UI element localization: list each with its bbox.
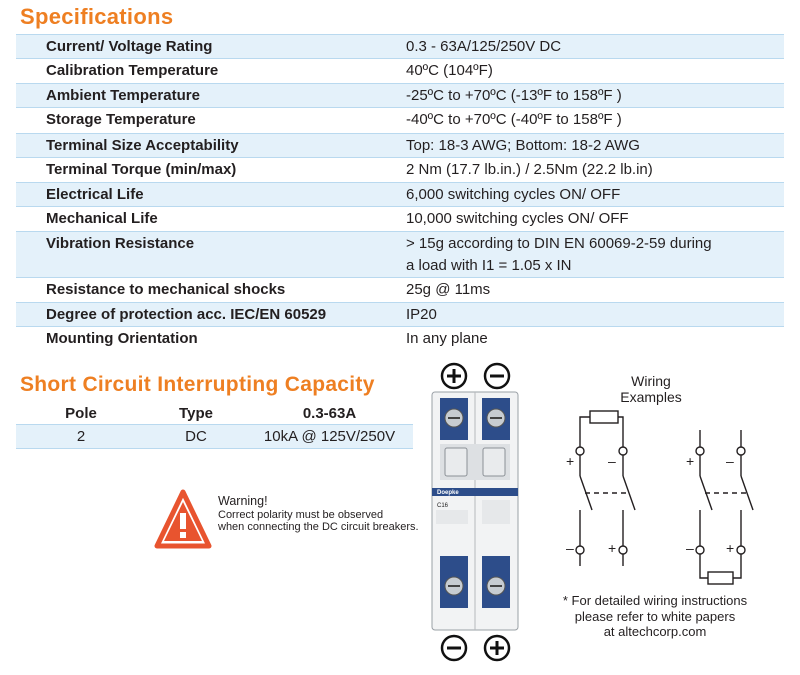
spec-row — [16, 133, 784, 158]
spec-label: Calibration Temperature — [46, 62, 219, 79]
spec-label: Mounting Orientation — [46, 330, 198, 348]
spec-row — [16, 207, 784, 231]
spec-row — [16, 59, 784, 83]
wiring-diagram — [540, 370, 780, 592]
breaker-brand: Doepke — [437, 490, 459, 496]
spec-value-line1: > 15g according to DIN EN 60069-2-59 during — [406, 235, 712, 253]
specifications-table — [16, 34, 784, 352]
spec-label: Vibration Resistance — [46, 235, 195, 253]
spec-row — [16, 327, 784, 351]
warning-line: when connecting the DC circuit breakers. — [218, 521, 419, 533]
warning-icon — [154, 488, 212, 552]
spec-value: -40ºC to +70ºC (-40ºF to 158ºF ) — [406, 111, 622, 129]
spec-value: In any plane — [406, 330, 488, 348]
spec-value: Top: 18-3 AWG; Bottom: 18-2 AWG — [406, 136, 640, 154]
footnote-line: * For detailed wiring instructions — [562, 593, 748, 608]
svg-text:–: – — [686, 540, 694, 556]
specifications-title: Specifications — [20, 4, 174, 29]
svg-text:–: – — [566, 540, 574, 556]
svg-text:–: – — [608, 453, 616, 469]
spec-label: Electrical Life — [46, 185, 144, 203]
spec-row — [16, 278, 784, 302]
minus-icon — [442, 636, 466, 660]
plus-icon — [442, 364, 466, 388]
spec-row — [16, 182, 784, 207]
spec-value: 6,000 switching cycles ON/ OFF — [406, 185, 621, 203]
short-circuit-title: Short Circuit Interrupting Capacity — [20, 373, 375, 396]
cell-rating: 10kA @ 125V/250V — [263, 428, 396, 445]
spec-value: 0.3 - 63A/125/250V DC — [406, 38, 562, 55]
spec-value: -25ºC to +70ºC (-13ºF to 158ºF ) — [406, 87, 622, 105]
minus-icon — [485, 364, 509, 388]
table-header-row — [16, 402, 413, 424]
cell-pole: 2 — [76, 428, 86, 445]
spec-value: 2 Nm (17.7 lb.in.) / 2.5Nm (22.2 lb.in) — [406, 160, 653, 178]
spec-row — [16, 34, 784, 59]
spec-row — [16, 231, 784, 278]
header-pole: Pole — [65, 404, 97, 422]
breaker-model: C16 — [437, 503, 449, 509]
header-type: Type — [179, 404, 213, 422]
short-circuit-table — [16, 402, 413, 449]
spec-row — [16, 158, 784, 182]
spec-value — [406, 232, 784, 277]
circuit-breaker-image — [428, 360, 528, 665]
spec-value: IP20 — [406, 306, 437, 324]
spec-value: 25g @ 11ms — [406, 281, 491, 299]
spec-label: Terminal Size Acceptability — [46, 136, 239, 154]
footnote-line: at altechcorp.com — [603, 624, 707, 639]
spec-label: Degree of protection acc. IEC/EN 60529 — [46, 306, 327, 324]
spec-row — [16, 108, 784, 132]
spec-label: Current/ Voltage Rating — [46, 38, 213, 55]
svg-text:+: + — [566, 453, 575, 469]
spec-value-line2: a load with I1 = 1.05 x IN — [406, 257, 572, 275]
warning-title: Warning! — [218, 494, 268, 508]
wiring-title-line: Wiring — [631, 373, 671, 389]
spec-row — [16, 302, 784, 327]
svg-text:–: – — [726, 453, 734, 469]
warning-message — [218, 495, 419, 533]
plus-icon — [485, 636, 509, 660]
svg-text:+: + — [608, 540, 617, 556]
cell-type: DC — [185, 428, 207, 445]
spec-label: Terminal Torque (min/max) — [46, 160, 237, 178]
wiring-title-line: Examples — [620, 389, 682, 405]
spec-value: 40ºC (104ºF) — [406, 62, 493, 79]
spec-label: Ambient Temperature — [46, 87, 200, 105]
svg-text:+: + — [686, 453, 695, 469]
spec-value: 10,000 switching cycles ON/ OFF — [406, 209, 629, 227]
warning-line: Correct polarity must be observed — [218, 509, 384, 521]
wiring-footnote — [540, 593, 770, 640]
spec-row — [16, 83, 784, 108]
header-rating: 0.3-63A — [302, 404, 357, 422]
spec-label: Resistance to mechanical shocks — [46, 281, 286, 299]
table-row — [16, 424, 413, 449]
footnote-line: please refer to white papers — [574, 608, 736, 624]
spec-label: Mechanical Life — [46, 209, 158, 227]
spec-label: Storage Temperature — [46, 111, 196, 129]
svg-text:+: + — [726, 540, 735, 556]
